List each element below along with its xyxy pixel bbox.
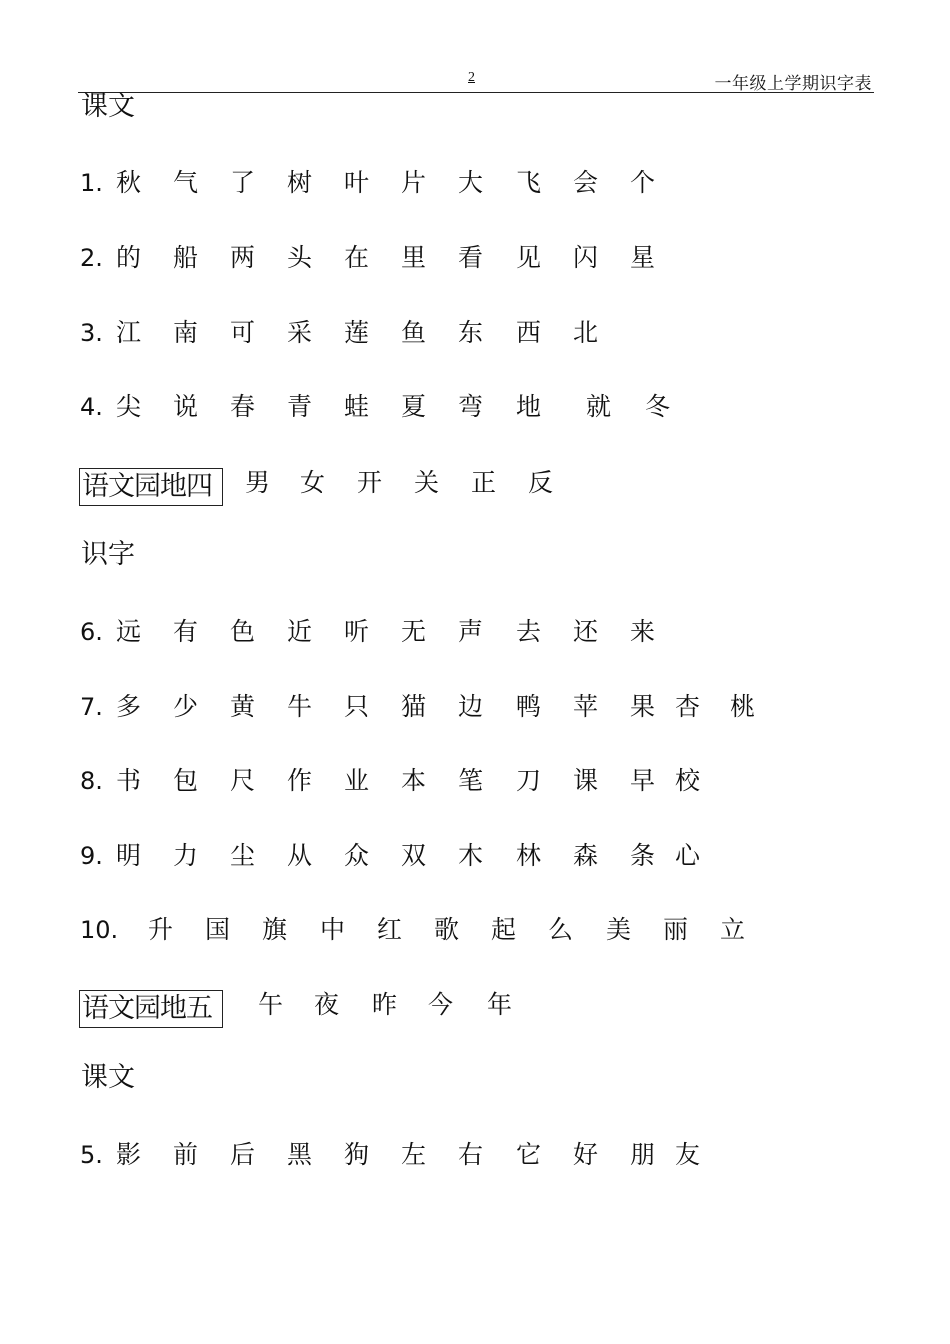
- character: 刀: [516, 766, 542, 795]
- character: 尖: [116, 392, 142, 421]
- character: 杏: [675, 692, 701, 721]
- character: 尺: [230, 766, 256, 795]
- character: 树: [287, 168, 313, 197]
- header-rule: [78, 92, 874, 93]
- character: 校: [675, 766, 701, 795]
- character: 气: [173, 168, 199, 197]
- character: 了: [230, 168, 256, 197]
- character: 里: [401, 243, 427, 272]
- character: 去: [516, 617, 542, 646]
- character: 秋: [116, 168, 142, 197]
- character: 声: [458, 617, 484, 646]
- character: 蛙: [344, 392, 370, 421]
- character: 笔: [458, 766, 484, 795]
- character: 来: [630, 617, 656, 646]
- document-title: 一年级上学期识字表: [714, 74, 872, 94]
- character: 在: [344, 243, 370, 272]
- character: 作: [287, 766, 313, 795]
- character: 西: [516, 318, 542, 347]
- character: 近: [287, 617, 313, 646]
- character: 见: [516, 243, 542, 272]
- character: 课: [573, 766, 599, 795]
- lesson-number: 7.: [80, 693, 103, 721]
- character: 有: [173, 617, 199, 646]
- character: 叶: [344, 168, 370, 197]
- character: 好: [573, 1140, 599, 1169]
- boxed-section-label: 语文园地五: [79, 990, 223, 1028]
- character: 中: [320, 915, 346, 944]
- character: 开: [357, 468, 383, 497]
- character: 青: [287, 392, 313, 421]
- character: 早: [630, 766, 656, 795]
- character: 狗: [344, 1140, 370, 1169]
- character: 听: [344, 617, 370, 646]
- character: 心: [675, 841, 701, 870]
- character: 片: [401, 168, 427, 197]
- lesson-number: 1.: [80, 169, 103, 197]
- character: 牛: [287, 692, 313, 721]
- character: 只: [344, 692, 370, 721]
- character: 明: [116, 841, 142, 870]
- character: 旗: [262, 915, 288, 944]
- character: 起: [491, 915, 517, 944]
- character: 可: [230, 318, 256, 347]
- character: 的: [116, 243, 142, 272]
- character: 苹: [573, 692, 599, 721]
- character: 国: [205, 915, 231, 944]
- character: 森: [573, 841, 599, 870]
- character: 果: [630, 692, 656, 721]
- character: 么: [548, 915, 574, 944]
- character: 会: [573, 168, 599, 197]
- lesson-number: 4.: [80, 393, 103, 421]
- character: 远: [116, 617, 142, 646]
- character: 桃: [730, 692, 756, 721]
- character: 夜: [314, 990, 340, 1019]
- character: 朋: [630, 1140, 656, 1169]
- character: 黑: [287, 1140, 313, 1169]
- character: 南: [173, 318, 199, 347]
- character: 正: [471, 468, 497, 497]
- character: 边: [458, 692, 484, 721]
- character: 尘: [230, 841, 256, 870]
- lesson-number: 9.: [80, 842, 103, 870]
- character: 弯: [458, 392, 484, 421]
- character: 冬: [645, 392, 671, 421]
- character: 莲: [344, 318, 370, 347]
- lesson-number: 3.: [80, 319, 103, 347]
- character: 就: [586, 392, 612, 421]
- character: 江: [116, 318, 142, 347]
- character: 木: [458, 841, 484, 870]
- character: 说: [173, 392, 199, 421]
- character: 从: [287, 841, 313, 870]
- character: 本: [401, 766, 427, 795]
- character: 春: [230, 392, 256, 421]
- character: 女: [300, 468, 326, 497]
- character: 后: [230, 1140, 256, 1169]
- character: 地: [516, 392, 542, 421]
- character: 众: [344, 841, 370, 870]
- character: 少: [173, 692, 199, 721]
- character: 星: [630, 243, 656, 272]
- character: 右: [458, 1140, 484, 1169]
- character: 立: [720, 915, 746, 944]
- character: 昨: [372, 990, 398, 1019]
- lesson-number: 8.: [80, 767, 103, 795]
- character: 条: [630, 841, 656, 870]
- character: 它: [516, 1140, 542, 1169]
- character: 双: [401, 841, 427, 870]
- character: 飞: [516, 168, 542, 197]
- lesson-number: 2.: [80, 244, 103, 272]
- character: 个: [630, 168, 656, 197]
- character: 反: [528, 468, 554, 497]
- character: 业: [344, 766, 370, 795]
- character: 美: [606, 915, 632, 944]
- character: 闪: [573, 243, 599, 272]
- character: 前: [173, 1140, 199, 1169]
- section-heading: 课文: [81, 91, 135, 122]
- character: 丽: [663, 915, 689, 944]
- character: 黄: [230, 692, 256, 721]
- character: 东: [458, 318, 484, 347]
- character: 两: [230, 243, 256, 272]
- character: 升: [148, 915, 174, 944]
- character: 男: [245, 468, 271, 497]
- character: 鸭: [516, 692, 542, 721]
- lesson-number: 5.: [80, 1141, 103, 1169]
- character: 红: [377, 915, 403, 944]
- character: 北: [573, 318, 599, 347]
- character: 色: [230, 617, 256, 646]
- character: 力: [173, 841, 199, 870]
- section-heading: 识字: [81, 539, 135, 570]
- character: 午: [258, 990, 284, 1019]
- character: 年: [487, 990, 513, 1019]
- character: 还: [573, 617, 599, 646]
- character: 采: [287, 318, 313, 347]
- character: 鱼: [401, 318, 427, 347]
- character: 关: [414, 468, 440, 497]
- page-number: 2: [468, 70, 475, 85]
- character: 书: [116, 766, 142, 795]
- character: 无: [401, 617, 427, 646]
- character: 夏: [401, 392, 427, 421]
- character: 看: [458, 243, 484, 272]
- boxed-section-label: 语文园地四: [79, 468, 223, 506]
- character: 左: [401, 1140, 427, 1169]
- character: 多: [116, 692, 142, 721]
- lesson-number: 6.: [80, 618, 103, 646]
- character: 大: [458, 168, 484, 197]
- character: 船: [173, 243, 199, 272]
- character: 包: [173, 766, 199, 795]
- lesson-number: 10.: [80, 916, 119, 944]
- character: 猫: [401, 692, 427, 721]
- character: 林: [516, 841, 542, 870]
- character: 头: [287, 243, 313, 272]
- character: 今: [428, 990, 454, 1019]
- character: 友: [675, 1140, 701, 1169]
- section-heading: 课文: [81, 1062, 135, 1093]
- character: 歌: [434, 915, 460, 944]
- character: 影: [116, 1140, 142, 1169]
